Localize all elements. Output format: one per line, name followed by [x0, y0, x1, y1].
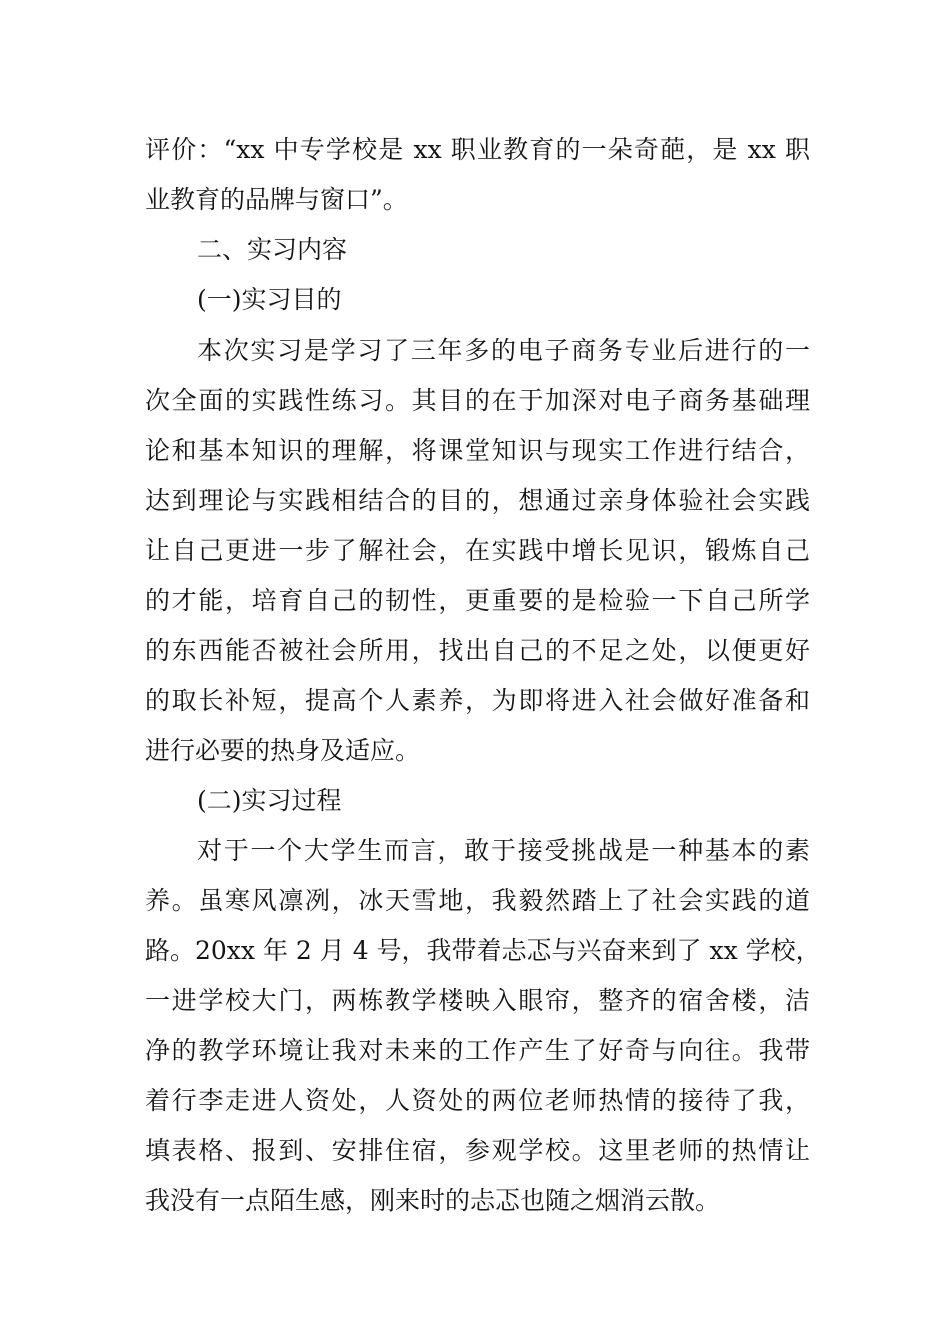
intro-line-2: 业教育的品牌与窗口”。: [145, 185, 408, 214]
paragraph-line: 养。虽寒风凛冽，冰天雪地，我毅然踏上了社会实践的道: [145, 886, 810, 915]
paragraph-line: 着行李走进人资处，人资处的两位老师热情的接待了我，: [145, 1086, 810, 1115]
intro-line-1: 评价：“xx 中专学校是 xx 职业教育的一朵奇葩，是 xx 职: [145, 135, 810, 164]
paragraph-line: 对于一个大学生而言，敢于接受挑战是一种基本的素: [197, 836, 810, 865]
paragraph-line: 一进学校大门，两栋教学楼映入眼帘，整齐的宿舍楼，洁: [145, 986, 810, 1015]
paragraph-line: 的东西能否被社会所用，找出自己的不足之处，以便更好: [145, 636, 810, 665]
subsection-title-process: (二)实习过程: [197, 786, 342, 815]
paragraph-line: 达到理论与实践相结合的目的，想通过亲身体验社会实践: [145, 486, 810, 515]
paragraph-line: 填表格、报到、安排住宿，参观学校。这里老师的热情让: [145, 1136, 810, 1165]
paragraph-line: 的才能，培育自己的韧性，更重要的是检验一下自己所学: [145, 586, 810, 615]
paragraph-line: 路。20xx 年 2 月 4 号，我带着忐忑与兴奋来到了 xx 学校，: [145, 936, 821, 965]
paragraph-line: 的取长补短，提高个人素养，为即将进入社会做好准备和: [145, 686, 810, 715]
section-title: 二、实习内容: [197, 235, 348, 264]
paragraph-line: 论和基本知识的理解，将课堂知识与现实工作进行结合，: [145, 436, 810, 465]
paragraph-line: 净的教学环境让我对未来的工作产生了好奇与向往。我带: [145, 1036, 810, 1065]
paragraph-line: 进行必要的热身及适应。: [145, 736, 421, 765]
paragraph-line: 让自己更进一步了解社会，在实践中增长见识，锻炼自己: [145, 536, 810, 565]
paragraph-line: 我没有一点陌生感，刚来时的忐忑也随之烟消云散。: [145, 1186, 721, 1215]
subsection-title-purpose: (一)实习目的: [197, 285, 342, 314]
paragraph-line: 本次实习是学习了三年多的电子商务专业后进行的一: [197, 336, 810, 365]
paragraph-line: 次全面的实践性练习。其目的在于加深对电子商务基础理: [145, 386, 810, 415]
